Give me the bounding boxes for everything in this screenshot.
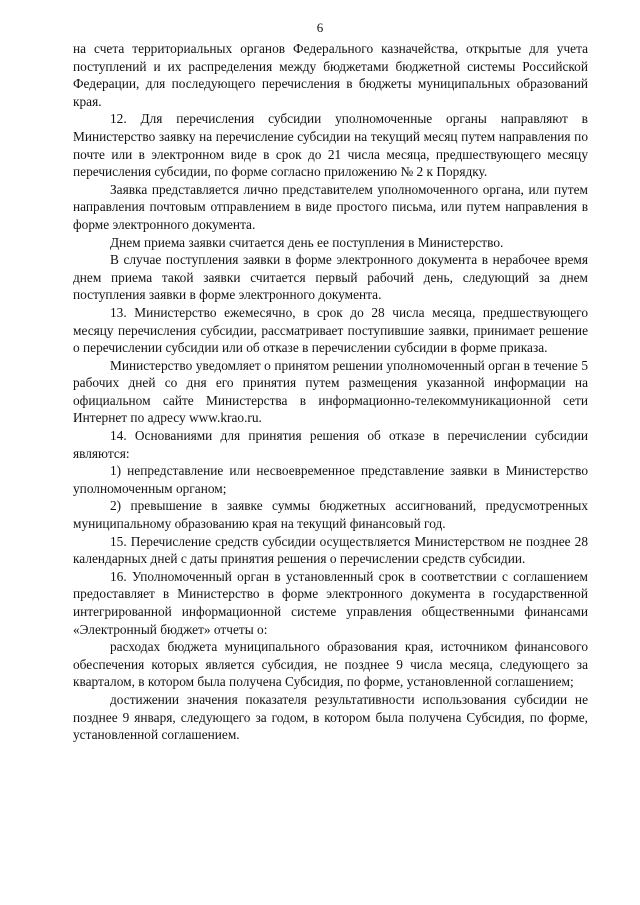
paragraph: на счета территориальных органов Федерального казначейства, открытые для учета поступлений и их распределения между бюджетами бюджетной системы Российской Федерации, для последующего перечисления в бюджеты муниципальных образований края. [73, 41, 588, 109]
paragraph: 2) превышение в заявке суммы бюджетных ассигнований, предусмотренных муниципальному образованию края на текущий финансовый год. [73, 498, 588, 532]
paragraph: 14. Основаниями для принятия решения об отказе в перечислении субсидии являются: [73, 428, 588, 461]
paragraph: В случае поступления заявки в форме электронного документа в нерабочее время днем приема такой заявки считается первый рабочий день, следующий за днем поступления заявки в форме электронного документа. [73, 252, 588, 303]
document-body [73, 40, 588, 744]
paragraph: Заявка представляется лично представителем уполномоченного органа, или путем направления почтовым отправлением в виде простого письма, или путем направления в форме электронного документа. [73, 181, 588, 232]
paragraph: 1) непредставление или несвоевременное представление заявки в Министерство уполномоченным органом; [73, 463, 588, 496]
paragraph: 13. Министерство ежемесячно, в срок до 28 числа месяца, предшествующего месяцу перечисления субсидии, рассматривает поступившие заявки, принимает решение о перечислении субсидии или об отказе в перечислении субсидии в форме приказа. [73, 304, 588, 356]
page-number: 6 [316, 20, 324, 35]
paragraph: 15. Перечисление средств субсидии осуществляется Министерством не позднее 28 календарных дней с даты принятия решения о перечислении средств субсидии. [73, 533, 588, 567]
paragraph: 16. Уполномоченный орган в установленный срок в соответствии с соглашением предоставляет в Министерство в форме электронного документа в государственной интегрированной информационной системе управления общественными финансами «Электронный бюджет» отчеты о: [73, 568, 588, 637]
paragraph: Министерство уведомляет о принятом решении уполномоченный орган в течение 5 рабочих дней со дня его принятия путем размещения указанной информации на официальном сайте Министерства в информационно-телекоммуникационной сети Интернет по адресу www.krao.ru. [73, 357, 588, 426]
paragraph: Днем приема заявки считается день ее поступления в Министерство. [110, 234, 504, 250]
paragraph: достижении значения показателя результативности использования субсидии не позднее 9 января, следующего за годом, в котором была получена Субсидия, по форме, установленной соглашением. [73, 691, 588, 743]
paragraph: расходах бюджета муниципального образования края, источником финансового обеспечения которых является субсидия, не позднее 9 числа месяца, следующего за кварталом, в котором была получена Субсидия, по форме, установленной соглашением; [73, 639, 588, 690]
paragraph: 12. Для перечисления субсидии уполномоченные органы направляют в Министерство заявку на перечисление субсидии на текущий месяц путем направления по почте или в электронном виде в срок до 21 числа месяца, предшествующего месяцу перечисления субсидии, по форме согласно приложению № 2 к Порядку. [73, 111, 588, 180]
